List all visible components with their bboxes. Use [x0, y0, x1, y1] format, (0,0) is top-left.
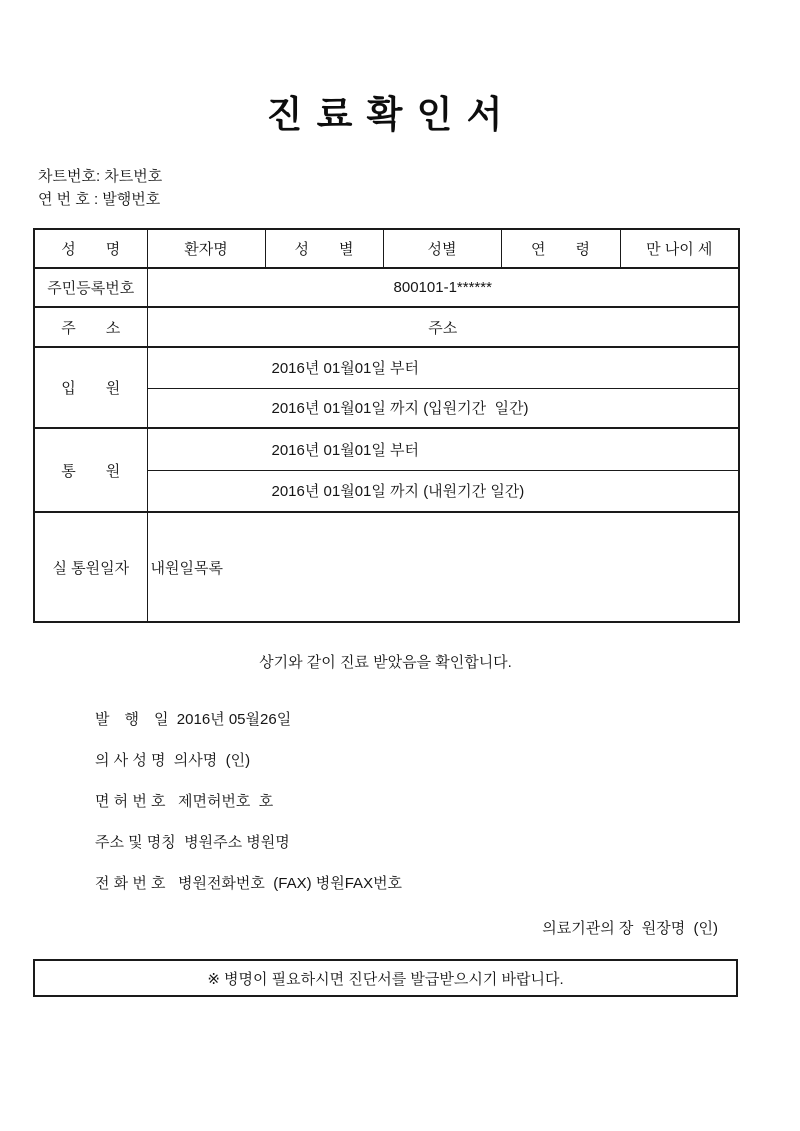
rrn-value: 800101-1******	[147, 268, 739, 307]
hospital-address-line: 주소 및 명칭 병원주소 병원명	[95, 834, 290, 851]
hospitalization-from: 2016년 01월01일 부터	[147, 347, 739, 388]
patient-info-table	[33, 228, 740, 623]
footer-note-box	[33, 959, 738, 997]
serial-number-line: 연 번 호 : 발행번호	[38, 191, 161, 208]
outpatient-from: 2016년 01월01일 부터	[147, 428, 739, 470]
visit-days-value: 내원일목록	[147, 512, 739, 622]
table-row-hospitalization-from	[34, 347, 739, 388]
hospitalization-label: 입 원	[34, 347, 147, 428]
license-number-line: 면 허 번 호 제면허번호 호	[95, 793, 274, 810]
table-row-address	[34, 307, 739, 347]
document-title: 진 료 확 인 서	[266, 94, 505, 135]
outpatient-label: 통 원	[34, 428, 147, 512]
table-row-visit-days	[34, 512, 739, 622]
issue-date-line: 발 행 일 2016년 05월26일	[95, 711, 292, 728]
age-value: 만 나이 세	[620, 229, 739, 268]
table-row-rrn	[34, 268, 739, 307]
phone-number-line: 전 화 번 호 병원전화번호 (FAX) 병원FAX번호	[95, 875, 403, 892]
chart-number-line: 차트번호: 차트번호	[38, 168, 163, 185]
confirmation-statement: 상기와 같이 진료 받았음을 확인합니다.	[259, 654, 512, 671]
hospitalization-to: 2016년 01월01일 까지 (입원기간 일간)	[147, 388, 739, 428]
table-row-outpatient-from	[34, 428, 739, 470]
document-meta	[38, 165, 162, 211]
issue-info-block	[95, 712, 402, 917]
address-label: 주 소	[34, 307, 147, 347]
medical-director-line: 의료기관의 장 원장명 (인)	[542, 920, 718, 937]
name-value: 환자명	[147, 229, 265, 268]
name-label: 성 명	[34, 229, 147, 268]
address-value: 주소	[147, 307, 739, 347]
visit-days-label: 실 통원일자	[34, 512, 147, 622]
rrn-label: 주민등록번호	[34, 268, 147, 307]
gender-value: 성별	[383, 229, 501, 268]
outpatient-to: 2016년 01월01일 까지 (내원기간 일간)	[147, 470, 739, 512]
footer-note-text: ※ 병명이 필요하시면 진단서를 발급받으시기 바랍니다.	[207, 970, 564, 988]
table-row-name-gender-age	[34, 229, 739, 268]
doctor-name-line: 의 사 성 명 의사명 (인)	[95, 752, 251, 769]
age-label: 연 령	[501, 229, 620, 268]
gender-label: 성 별	[265, 229, 383, 268]
